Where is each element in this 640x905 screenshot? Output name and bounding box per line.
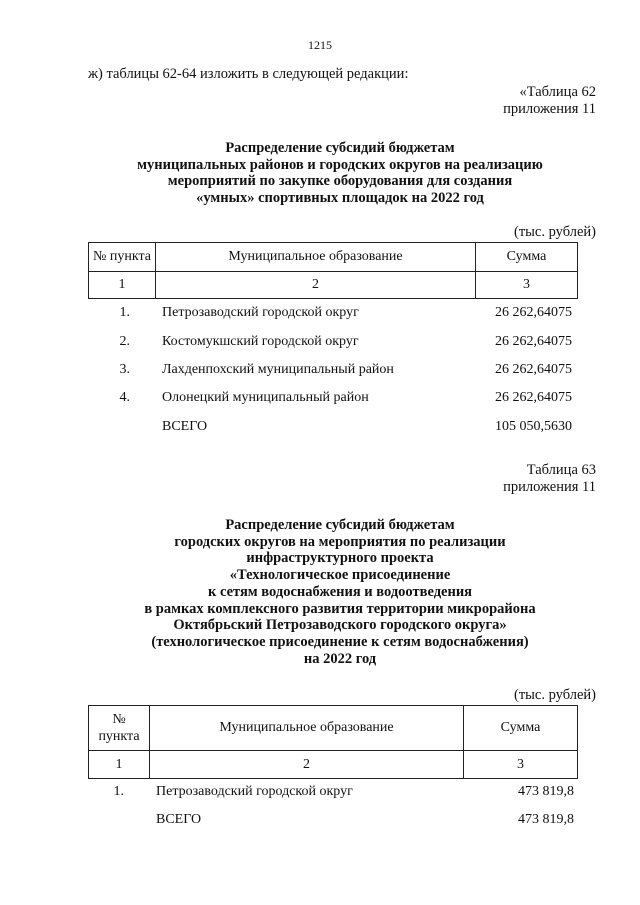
table63-title — [60, 517, 620, 667]
row-sum: 473 819,8 — [518, 784, 574, 799]
table62-title-line: мероприятий по закупке оборудования для создания — [167, 173, 513, 190]
table63-units: (тыс. рублей) — [514, 687, 596, 703]
table63-header-num-line2: пункта — [98, 729, 140, 744]
table63-title-line: инфраструктурного проекта — [246, 550, 434, 567]
table63-title-line: на 2022 год — [303, 650, 377, 667]
table62-header-name: Муниципальное образование — [156, 243, 476, 272]
total-label: ВСЕГО — [162, 419, 208, 434]
row-name: Лахденпохский муниципальный район — [162, 362, 394, 377]
row-name: Костомукшский городской округ — [162, 334, 359, 349]
table62-title-line: Распределение субсидий бюджетам — [225, 140, 455, 156]
row-number: 1. — [113, 784, 124, 799]
table62-caption-line1: «Таблица 62 — [519, 84, 596, 100]
row-name: Петрозаводский городской округ — [162, 305, 359, 320]
row-number: 1. — [119, 305, 130, 320]
table63-header-name: Муниципальное образование — [150, 706, 464, 751]
table62-caption-line2: приложения 11 — [503, 101, 596, 117]
row-sum: 26 262,64075 — [495, 305, 572, 320]
total-sum: 473 819,8 — [518, 812, 574, 827]
total-sum: 105 050,5630 — [495, 419, 572, 434]
row-number: 4. — [119, 390, 130, 405]
table63-header-sum: Сумма — [464, 706, 578, 751]
table62-title-line: муниципальных районов и городских округов на реализацию — [137, 156, 543, 173]
table63-header-num-line1: № — [112, 712, 126, 727]
row-sum: 26 262,64075 — [495, 362, 572, 377]
table62-units: (тыс. рублей) — [514, 224, 596, 240]
table63-colnum: 3 — [464, 751, 578, 779]
table63-caption — [503, 462, 596, 496]
row-number: 3. — [119, 362, 130, 377]
table63-title-line: (технологическое присоединение к сетям водоснабжения) — [151, 633, 529, 650]
row-number: 2. — [119, 334, 130, 349]
page-number: 1215 — [308, 38, 332, 52]
table62-colnum: 2 — [156, 272, 476, 299]
table63-title-line: «Технологическое присоединение — [229, 567, 451, 584]
table63-caption-line1: Таблица 63 — [526, 462, 596, 478]
table62-colnum: 1 — [89, 272, 156, 299]
intro-text: ж) таблицы 62-64 изложить в следующей редакции: — [88, 66, 409, 82]
table63-title-line: в рамках комплексного развития территории микрорайона — [144, 600, 536, 617]
row-name: Петрозаводский городской округ — [156, 784, 353, 799]
table63-caption-line2: приложения 11 — [503, 479, 596, 495]
table63-colnum: 1 — [89, 751, 150, 779]
table63-colnum: 2 — [150, 751, 464, 779]
table62-caption — [503, 84, 596, 118]
table62-header-table — [88, 242, 578, 299]
total-label: ВСЕГО — [156, 812, 202, 827]
table63-header-table — [88, 705, 578, 779]
table62-header-num: № пункта — [89, 243, 156, 272]
table63-title-line: Октябрьский Петрозаводского городского округа» — [173, 617, 507, 634]
row-name: Олонецкий муниципальный район — [162, 390, 369, 405]
table63-title-line: Распределение субсидий бюджетам — [225, 517, 455, 533]
table62-title — [60, 140, 620, 207]
table63-title-line: городских округов на мероприятия по реализации — [174, 533, 506, 550]
row-sum: 26 262,64075 — [495, 334, 572, 349]
table62-title-line: «умных» спортивных площадок на 2022 год — [196, 190, 484, 207]
row-sum: 26 262,64075 — [495, 390, 572, 405]
table62-header-sum: Сумма — [476, 243, 578, 272]
table63-title-line: к сетям водоснабжения и водоотведения — [207, 583, 473, 600]
table63-header-num — [89, 706, 150, 751]
table62-colnum: 3 — [476, 272, 578, 299]
